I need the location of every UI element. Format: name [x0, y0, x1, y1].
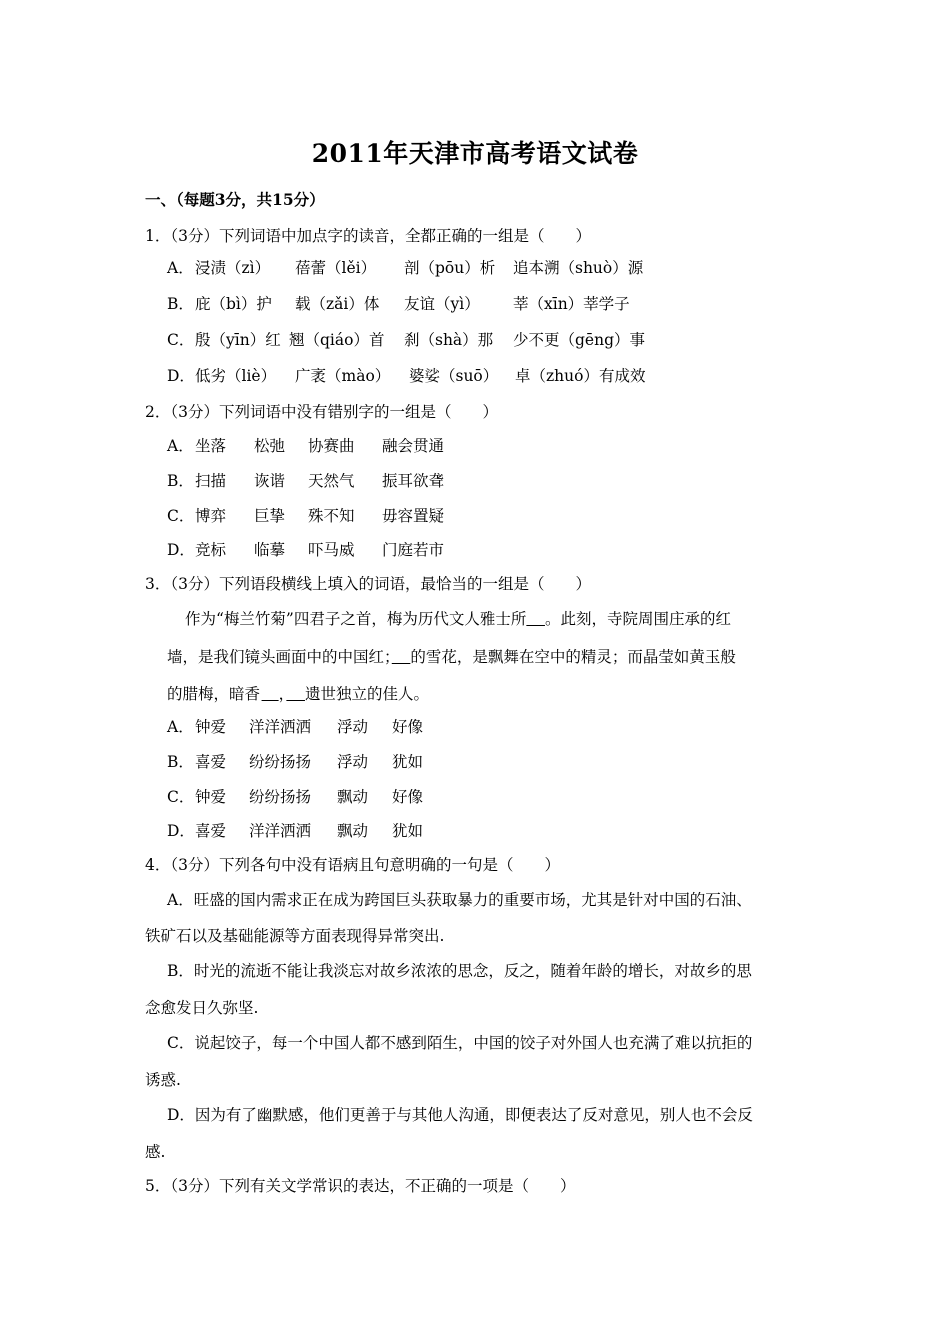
q3-passage-line-3: 的腊梅，暗香 ， 遗世独立的佳人。 [167, 685, 429, 703]
question-2-stem: 2．（3分）下列词语中没有错别字的一组是（ ） [145, 403, 498, 421]
q4-option-c-line-1: C．说起饺子，每一个中国人都不感到陌生，中国的饺子对外国人也充满了难以抗拒的 [167, 1034, 753, 1052]
q3-option-a: A． 钟爱 洋洋洒洒 浮动 好像 [167, 718, 424, 736]
q1-option-d: D． 低劣（liè） 广袤（mào） 婆娑（suō） 卓（zhuó）有成效 [167, 367, 646, 385]
fill-blank [286, 685, 305, 703]
q1-option-b: B． 庇（bì）护 载（zǎi）体 友谊（yì） 莘（xīn）莘学子 [167, 295, 630, 313]
question-1-stem: 1．（3分）下列词语中加点字的读音，全都正确的一组是（ ） [145, 227, 591, 245]
q4-option-d-line-1: D．因为有了幽默感，他们更善于与其他人沟通，即便表达了反对意见，别人也不会反 [167, 1106, 753, 1124]
fill-blank [392, 648, 411, 666]
question-5-stem: 5．（3分）下列有关文学常识的表达，不正确的一项是（ ） [145, 1177, 576, 1195]
q3-option-b: B． 喜爱 纷纷扬扬 浮动 犹如 [167, 753, 424, 771]
q2-option-a: A． 坐落 松弛 协赛曲 融会贯通 [167, 437, 445, 455]
q4-option-d-line-2: 感. [145, 1143, 166, 1161]
fill-blank [526, 610, 545, 628]
q4-option-b-line-1: B．时光的流逝不能让我淡忘对故乡浓浓的思念，反之，随着年龄的增长，对故乡的思 [167, 962, 752, 980]
q3-option-c: C． 钟爱 纷纷扬扬 飘动 好像 [167, 788, 424, 806]
q4-option-a-line-1: A．旺盛的国内需求正在成为跨国巨头获取暴力的重要市场，尤其是针对中国的石油、 [167, 891, 752, 909]
q4-option-a-line-2: 铁矿石以及基础能源等方面表现得异常突出. [145, 927, 445, 945]
exam-title: 2011年天津市高考语文试卷 [311, 139, 639, 168]
q2-option-c: C． 博弈 巨挚 殊不知 毋容置疑 [167, 507, 445, 525]
question-4-stem: 4．（3分）下列各句中没有语病且句意明确的一句是（ ） [145, 856, 560, 874]
q3-option-d: D． 喜爱 洋洋洒洒 飘动 犹如 [167, 822, 424, 840]
q4-option-b-line-2: 念愈发日久弥坚. [145, 999, 259, 1017]
q1-option-a: A． 浸渍（zì） 蓓蕾（lěi） 剖（pōu）析 追本溯（shuò）源 [167, 259, 644, 277]
q2-option-d: D． 竞标 临摹 吓马威 门庭若市 [167, 541, 445, 559]
q1-option-c: C． 殷（yīn）红 翘（qiáo）首 刹（shà）那 少不更（gēng）事 [167, 331, 646, 349]
q4-option-c-line-2: 诱惑. [145, 1071, 181, 1089]
section-heading: 一、（每题3分，共15分） [145, 190, 325, 209]
fill-blank [262, 685, 279, 703]
question-3-stem: 3．（3分）下列语段横线上填入的词语，最恰当的一组是（ ） [145, 575, 591, 593]
q2-option-b: B． 扫描 诙谐 天然气 振耳欲聋 [167, 472, 445, 490]
q3-passage-line-2: 墙，是我们镜头画面中的中国红； 的雪花，是飘舞在空中的精灵；而晶莹如黄玉般 [167, 648, 736, 666]
q3-passage-line-1: 作为“梅兰竹菊”四君子之首，梅为历代文人雅士所 。此刻，寺院周围庄承的红 [185, 610, 731, 628]
